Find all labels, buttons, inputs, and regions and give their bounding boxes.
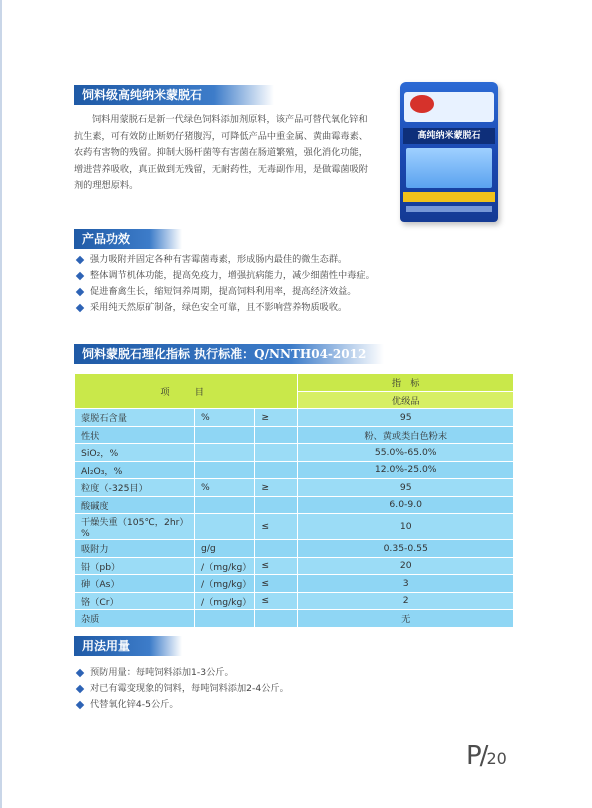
table-row bbox=[75, 557, 514, 575]
diamond-bullet-icon bbox=[76, 288, 84, 296]
list-item: 强力吸附并固定各种有害霉菌毒素，形成肠内最佳的微生态群。 bbox=[74, 252, 375, 268]
cell-name: 性状 bbox=[75, 426, 195, 444]
brand-logo-icon bbox=[410, 95, 434, 113]
cell-value: 2 bbox=[298, 592, 514, 610]
intro-paragraph: 饲料用蒙脱石是新一代绿色饲料添加剂原料，该产品可替代氧化锌和抗生素，可有效防止断奶仔猪腹泻，可降低产品中重金属、黄曲霉毒素、农药有害物的残留。抑制大肠杆菌等有害菌在肠道繁殖，强化消化功能，增进营养吸收，真正做到无残留，无耐药性，无毒副作用，是做霉菌吸附剂的理想原料。 bbox=[74, 114, 368, 191]
cell-unit: g/g bbox=[195, 540, 255, 558]
cell-name: 酸碱度 bbox=[75, 496, 195, 514]
cell-name: 吸附力 bbox=[75, 540, 195, 558]
cell-value: 10 bbox=[298, 514, 514, 540]
diamond-bullet-icon bbox=[76, 685, 84, 693]
package-band bbox=[403, 192, 495, 202]
cell-value: 20 bbox=[298, 557, 514, 575]
diamond-bullet-icon bbox=[76, 669, 84, 677]
cell-value: 粉、黄或类白色粉末 bbox=[298, 426, 514, 444]
package-bag bbox=[400, 82, 498, 222]
effects-section-title: 产品功效 bbox=[74, 229, 182, 249]
package-title: 高纯纳米蒙脱石 bbox=[403, 128, 495, 144]
cell-name: 砷（As） bbox=[75, 575, 195, 593]
list-item: 对已有霉变现象的饲料，每吨饲料添加2-4公斤。 bbox=[74, 681, 289, 697]
header-item: 项 目 bbox=[75, 374, 298, 409]
cell-value: 95 bbox=[298, 409, 514, 427]
intro-section-title: 饲料级高纯纳米蒙脱石 bbox=[74, 85, 274, 105]
cell-unit bbox=[195, 426, 255, 444]
cell-symbol: ≤ bbox=[255, 557, 298, 575]
table-row bbox=[75, 461, 514, 479]
diamond-bullet-icon bbox=[76, 256, 84, 264]
cell-unit bbox=[195, 444, 255, 462]
cell-symbol: ≤ bbox=[255, 575, 298, 593]
table-row bbox=[75, 540, 514, 558]
list-item: 预防用量：每吨饲料添加1-3公斤。 bbox=[74, 665, 289, 681]
table-row bbox=[75, 592, 514, 610]
spec-section-title: 饲料蒙脱石理化指标 执行标准：Q/NNTH04-2012 bbox=[74, 344, 384, 364]
table-row bbox=[75, 444, 514, 462]
list-item: 采用纯天然原矿制备，绿色安全可靠，且不影响营养物质吸收。 bbox=[74, 300, 375, 316]
diamond-bullet-icon bbox=[76, 272, 84, 280]
effects-list bbox=[74, 252, 375, 316]
cell-name: Al₂O₃，% bbox=[75, 461, 195, 479]
cell-value: 12.0%-25.0% bbox=[298, 461, 514, 479]
cell-unit: /（mg/kg） bbox=[195, 575, 255, 593]
table-row bbox=[75, 496, 514, 514]
cell-symbol bbox=[255, 444, 298, 462]
cell-symbol bbox=[255, 610, 298, 628]
cell-unit bbox=[195, 461, 255, 479]
table-row bbox=[75, 575, 514, 593]
cell-value: 0.35-0.55 bbox=[298, 540, 514, 558]
cell-name: 铬（Cr） bbox=[75, 592, 195, 610]
cell-value: 无 bbox=[298, 610, 514, 628]
cell-unit bbox=[195, 514, 255, 540]
table-row bbox=[75, 426, 514, 444]
cell-name: 铅（pb） bbox=[75, 557, 195, 575]
cell-value: 6.0-9.0 bbox=[298, 496, 514, 514]
usage-section-title: 用法用量 bbox=[74, 636, 182, 656]
cell-symbol bbox=[255, 426, 298, 444]
cell-unit: % bbox=[195, 409, 255, 427]
spec-table bbox=[74, 373, 514, 628]
header-grade: 优级品 bbox=[298, 391, 514, 409]
cell-symbol bbox=[255, 540, 298, 558]
cell-symbol bbox=[255, 461, 298, 479]
table-row bbox=[75, 409, 514, 427]
cell-value: 55.0%-65.0% bbox=[298, 444, 514, 462]
cell-name: 蒙脱石含量 bbox=[75, 409, 195, 427]
cell-symbol: ≥ bbox=[255, 409, 298, 427]
table-row bbox=[75, 610, 514, 628]
cell-value: 95 bbox=[298, 479, 514, 497]
usage-list bbox=[74, 665, 289, 713]
product-package-image bbox=[400, 82, 498, 222]
cell-symbol: ≤ bbox=[255, 592, 298, 610]
cell-unit bbox=[195, 610, 255, 628]
list-item: 代替氧化锌4-5公斤。 bbox=[74, 697, 289, 713]
diamond-bullet-icon bbox=[76, 304, 84, 312]
cell-name: 杂质 bbox=[75, 610, 195, 628]
page-prefix: P/ bbox=[466, 741, 487, 771]
table-row bbox=[75, 514, 514, 540]
cell-name: SiO₂，% bbox=[75, 444, 195, 462]
package-graphic bbox=[406, 148, 492, 188]
cell-unit bbox=[195, 496, 255, 514]
cell-unit: /（mg/kg） bbox=[195, 592, 255, 610]
cell-symbol: ≥ bbox=[255, 479, 298, 497]
cell-name: 粒度（-325目） bbox=[75, 479, 195, 497]
table-header-row bbox=[75, 374, 514, 392]
list-item: 整体调节机体功能，提高免疫力，增强抗病能力，减少细菌性中毒症。 bbox=[74, 268, 375, 284]
header-index: 指 标 bbox=[298, 374, 514, 392]
package-footer bbox=[406, 206, 492, 212]
diamond-bullet-icon bbox=[76, 701, 84, 709]
cell-unit: /（mg/kg） bbox=[195, 557, 255, 575]
cell-symbol: ≤ bbox=[255, 514, 298, 540]
list-item: 促进畜禽生长，缩短饲养周期，提高饲料利用率，提高经济效益。 bbox=[74, 284, 375, 300]
page-number-value: 20 bbox=[486, 749, 507, 768]
page-number bbox=[466, 741, 507, 771]
cell-value: 3 bbox=[298, 575, 514, 593]
cell-unit: % bbox=[195, 479, 255, 497]
table-row bbox=[75, 479, 514, 497]
cell-symbol bbox=[255, 496, 298, 514]
cell-name: 干燥失重（105℃，2hr）% bbox=[75, 514, 195, 540]
spec-table-body bbox=[75, 409, 514, 628]
